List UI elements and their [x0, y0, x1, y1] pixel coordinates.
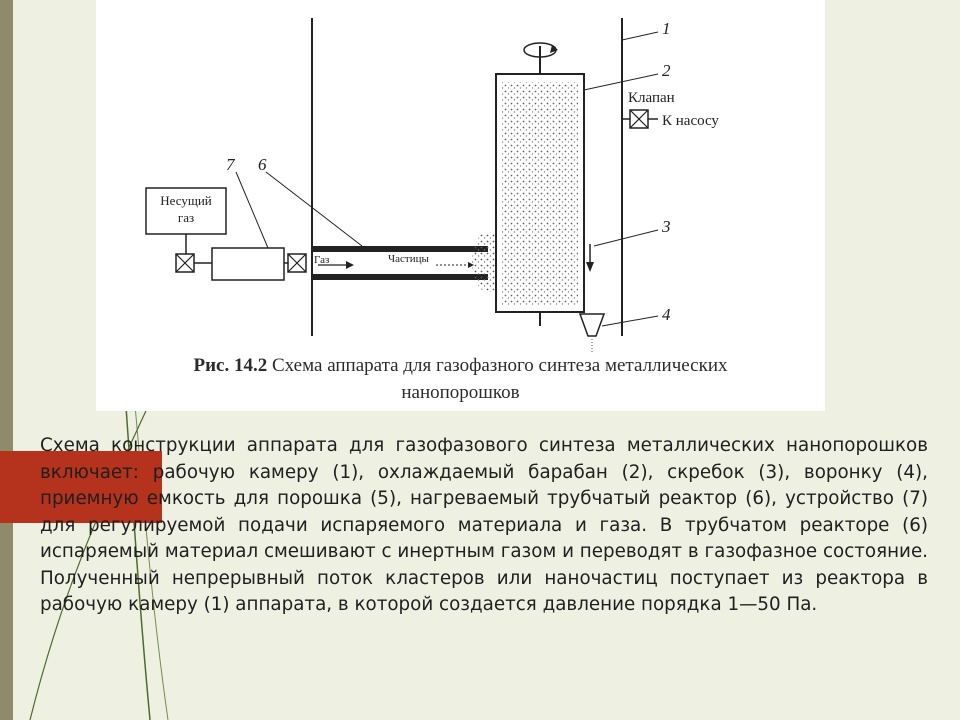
pump-valve-icon	[630, 110, 648, 128]
label-6: 6	[258, 155, 267, 174]
figure-card	[96, 0, 825, 411]
particles-label: Частицы	[388, 253, 429, 265]
caption-line-1: Схема аппарата для газофазного синтеза металлических	[271, 355, 728, 376]
gas-label: Газ	[314, 254, 330, 266]
feed-device-7	[212, 248, 284, 280]
label-3: 3	[662, 217, 671, 236]
label-1: 1	[662, 19, 671, 38]
inlet-valve-icon	[176, 254, 194, 272]
particles-arrow-icon	[436, 262, 474, 268]
caption-line-2: нанопорошков	[401, 382, 520, 403]
scraper-3	[586, 244, 594, 272]
label-7: 7	[226, 155, 235, 174]
reactor-valve-icon	[288, 254, 306, 272]
carrier-gas-label-2: газ	[177, 210, 195, 225]
apparatus-diagram	[96, 0, 825, 411]
to-pump-label: К насосу	[662, 113, 719, 129]
label-2: 2	[662, 61, 671, 80]
carrier-gas-label-1: Несущий	[160, 193, 212, 208]
description-paragraph: Схема конструкции аппарата для газофазового синтеза металлических нанопорошков включает: рабочую камеру (1), охлаждаемый барабан (2), скребок (3), воронку (4), приемную емкость для порошка (5), нагреваемый трубчатый реактор (6), устройство (7) для регулируемой подачи испаряемого материала и газа. В трубчатом реакторе (6) испаряемый материал смешивают с инертным газом и переводят в газофазное состояние. Полученный непрерывный поток кластеров или наночастиц поступает из реактора в рабочую камеру (1) аппарата, в которой создается давление порядка 1—50 Па.	[40, 435, 928, 615]
label-4: 4	[662, 305, 671, 324]
figure-caption	[96, 352, 825, 406]
caption-number: Рис. 14.2	[193, 355, 268, 376]
valve-label: Клапан	[628, 90, 675, 106]
funnel-4	[580, 314, 604, 354]
